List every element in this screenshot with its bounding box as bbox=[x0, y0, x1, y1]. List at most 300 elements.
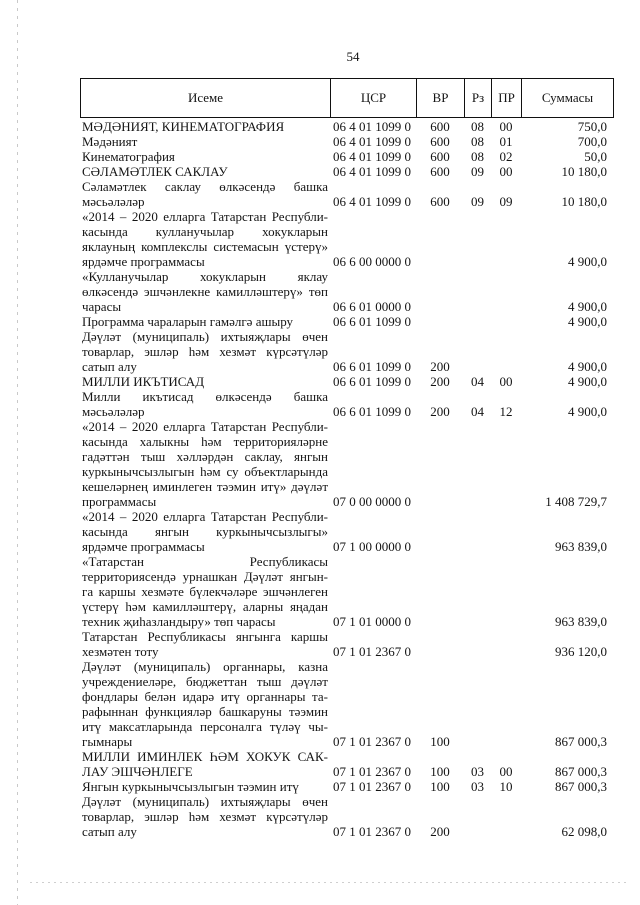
row-section-code: 09 bbox=[471, 194, 484, 209]
row-amount bbox=[521, 179, 614, 194]
row-amount bbox=[521, 434, 614, 449]
row-amount bbox=[521, 674, 614, 689]
row-name-text: ярдәмче программасы bbox=[82, 539, 205, 554]
row-name-text: «2014 – 2020 елларга Татарстан Республи- bbox=[82, 209, 328, 224]
row-expense-type-code bbox=[416, 689, 464, 704]
table-row-line bbox=[80, 419, 614, 434]
row-target-article-code: 07 1 01 0000 0 bbox=[333, 614, 411, 629]
table-row-line bbox=[80, 194, 614, 209]
row-name-text: мәсьәләләр bbox=[82, 404, 145, 419]
row-target-article-code bbox=[330, 449, 416, 464]
row-amount: 700,0 bbox=[577, 134, 607, 149]
row-section-code bbox=[464, 359, 491, 374]
row-amount bbox=[521, 719, 614, 734]
row-amount bbox=[521, 659, 614, 674]
row-section-code: 04 bbox=[471, 404, 484, 419]
row-name-text: товарлар, эшләр һәм хезмәт күрсәтүләр bbox=[82, 809, 328, 824]
row-section-code bbox=[464, 719, 491, 734]
row-subsection-code bbox=[491, 344, 521, 359]
row-expense-type-code bbox=[416, 614, 464, 629]
row-target-article-code bbox=[330, 659, 416, 674]
row-expense-type-code bbox=[416, 179, 464, 194]
row-target-article-code: 06 4 01 1099 0 bbox=[333, 149, 411, 164]
row-expense-type-code bbox=[416, 434, 464, 449]
row-target-article-code: 06 4 01 1099 0 bbox=[333, 194, 411, 209]
row-subsection-code bbox=[491, 224, 521, 239]
row-target-article-code bbox=[330, 704, 416, 719]
row-subsection-code bbox=[491, 509, 521, 524]
row-name-text: га каршы хезмәте бүлекчәләре эшчәнлеген bbox=[82, 584, 328, 599]
row-subsection-code bbox=[491, 644, 521, 659]
row-target-article-code bbox=[330, 419, 416, 434]
row-name-text: товарлар, эшләр һәм хезмәт күрсәтүләр bbox=[82, 344, 328, 359]
row-amount bbox=[521, 809, 614, 824]
row-target-article-code: 07 1 01 2367 0 bbox=[333, 824, 411, 839]
row-target-article-code bbox=[330, 224, 416, 239]
row-amount bbox=[521, 209, 614, 224]
row-subsection-code bbox=[491, 704, 521, 719]
row-expense-type-code: 200 bbox=[430, 404, 450, 419]
row-target-article-code: 07 1 01 2367 0 bbox=[333, 779, 411, 794]
row-amount bbox=[521, 554, 614, 569]
table-row-line bbox=[80, 734, 614, 749]
scan-artifact-left-edge bbox=[17, 0, 18, 905]
row-subsection-code bbox=[491, 629, 521, 644]
table-row-line bbox=[80, 464, 614, 479]
row-amount: 4 900,0 bbox=[568, 404, 607, 419]
row-amount: 10 180,0 bbox=[561, 194, 607, 209]
row-target-article-code: 06 4 01 1099 0 bbox=[333, 119, 411, 134]
row-name-text: техник җиһазландыру» төп чарасы bbox=[82, 614, 276, 629]
table-row-line bbox=[80, 644, 614, 659]
row-name-text: куркынычсызлыгын һәм су объектларында bbox=[82, 464, 328, 479]
row-name-text: чарасы bbox=[82, 299, 122, 314]
row-name-text: өлкәсендә эшчәнлекне камилләштерү» төп bbox=[82, 284, 328, 299]
row-expense-type-code bbox=[416, 749, 464, 764]
row-section-code bbox=[464, 674, 491, 689]
row-target-article-code bbox=[330, 599, 416, 614]
row-name-text: фондлары белән идарә итү органнары та- bbox=[82, 689, 328, 704]
row-subsection-code bbox=[491, 449, 521, 464]
table-row-line bbox=[80, 794, 614, 809]
row-target-article-code bbox=[330, 674, 416, 689]
row-section-code bbox=[464, 209, 491, 224]
row-name-text: итү максатларында персоналга түләү чы- bbox=[82, 719, 328, 734]
row-amount bbox=[521, 569, 614, 584]
row-name-text: Янгын куркынычсызлыгын тәэмин итү bbox=[82, 779, 299, 794]
row-name-text: «2014 – 2020 елларга Татарстан Республи- bbox=[82, 509, 328, 524]
table-row-line bbox=[80, 254, 614, 269]
row-expense-type-code: 600 bbox=[430, 119, 450, 134]
row-amount: 963 839,0 bbox=[555, 539, 607, 554]
row-amount: 10 180,0 bbox=[561, 164, 607, 179]
row-amount bbox=[521, 524, 614, 539]
row-target-article-code bbox=[330, 464, 416, 479]
table-row-line bbox=[80, 389, 614, 404]
row-subsection-code bbox=[491, 464, 521, 479]
row-target-article-code bbox=[330, 509, 416, 524]
row-target-article-code: 06 4 01 1099 0 bbox=[333, 164, 411, 179]
row-target-article-code: 06 6 01 1099 0 bbox=[333, 374, 411, 389]
table-row-line bbox=[80, 284, 614, 299]
row-amount: 4 900,0 bbox=[568, 299, 607, 314]
row-subsection-code bbox=[491, 749, 521, 764]
row-target-article-code bbox=[330, 434, 416, 449]
row-section-code bbox=[464, 644, 491, 659]
row-subsection-code bbox=[491, 329, 521, 344]
row-section-code bbox=[464, 434, 491, 449]
row-amount bbox=[521, 629, 614, 644]
row-target-article-code: 07 1 01 2367 0 bbox=[333, 734, 411, 749]
table-row-line bbox=[80, 614, 614, 629]
row-subsection-code bbox=[491, 209, 521, 224]
table-row-line bbox=[80, 584, 614, 599]
row-section-code bbox=[464, 704, 491, 719]
table-row-line bbox=[80, 554, 614, 569]
row-amount: 750,0 bbox=[577, 119, 607, 134]
row-amount: 4 900,0 bbox=[568, 374, 607, 389]
row-expense-type-code bbox=[416, 419, 464, 434]
row-target-article-code bbox=[330, 554, 416, 569]
row-subsection-code bbox=[491, 494, 521, 509]
row-name-text: Сәламәтлек саклау өлкәсендә башка bbox=[82, 179, 328, 194]
header-target-article-code: ЦСР bbox=[330, 79, 416, 117]
table-row-line bbox=[80, 149, 614, 164]
row-section-code bbox=[464, 734, 491, 749]
header-section-code: Рз bbox=[464, 79, 491, 117]
row-subsection-code: 09 bbox=[499, 194, 513, 209]
row-subsection-code: 00 bbox=[499, 764, 513, 779]
table-row-line bbox=[80, 164, 614, 179]
row-expense-type-code: 600 bbox=[430, 164, 450, 179]
table-row-line bbox=[80, 314, 614, 329]
row-subsection-code bbox=[491, 824, 521, 839]
row-expense-type-code bbox=[416, 809, 464, 824]
row-expense-type-code: 600 bbox=[430, 194, 450, 209]
row-section-code bbox=[464, 389, 491, 404]
table-row-line bbox=[80, 749, 614, 764]
row-name-text: «Татарстан Республикасы bbox=[82, 554, 328, 569]
row-target-article-code: 07 0 00 0000 0 bbox=[333, 494, 411, 509]
row-target-article-code bbox=[330, 389, 416, 404]
row-name-text: сатып алу bbox=[82, 824, 137, 839]
row-expense-type-code bbox=[416, 389, 464, 404]
row-expense-type-code bbox=[416, 449, 464, 464]
row-expense-type-code: 600 bbox=[430, 149, 450, 164]
row-subsection-code bbox=[491, 299, 521, 314]
row-target-article-code: 06 6 01 1099 0 bbox=[333, 314, 411, 329]
row-section-code bbox=[464, 449, 491, 464]
row-subsection-code bbox=[491, 734, 521, 749]
row-expense-type-code bbox=[416, 224, 464, 239]
table-row-line bbox=[80, 344, 614, 359]
row-section-code: 09 bbox=[471, 164, 484, 179]
row-target-article-code: 07 1 01 2367 0 bbox=[333, 764, 411, 779]
row-name-text: Милли икътисад өлкәсендә башка bbox=[82, 389, 328, 404]
row-name-text: МӘДӘНИЯТ, КИНЕМАТОГРАФИЯ bbox=[82, 119, 285, 134]
row-name-text: яклауның комплекслы системасын үстерү» bbox=[82, 239, 328, 254]
row-subsection-code bbox=[491, 434, 521, 449]
row-name-text: хезмәтен тоту bbox=[82, 644, 159, 659]
row-subsection-code: 02 bbox=[499, 149, 513, 164]
row-section-code: 03 bbox=[471, 764, 484, 779]
header-subsection-code: ПР bbox=[491, 79, 521, 117]
row-subsection-code bbox=[491, 254, 521, 269]
row-amount bbox=[521, 239, 614, 254]
row-section-code bbox=[464, 464, 491, 479]
row-name-text: Кинематография bbox=[82, 149, 175, 164]
table-row-line bbox=[80, 674, 614, 689]
row-amount bbox=[521, 704, 614, 719]
row-subsection-code bbox=[491, 674, 521, 689]
row-target-article-code: 06 4 01 1099 0 bbox=[333, 134, 411, 149]
row-name-text: ярдәмче программасы bbox=[82, 254, 205, 269]
row-expense-type-code bbox=[416, 554, 464, 569]
row-subsection-code bbox=[491, 269, 521, 284]
row-subsection-code bbox=[491, 524, 521, 539]
row-subsection-code bbox=[491, 554, 521, 569]
row-name-text: ЛАУ ЭШЧӘНЛЕГЕ bbox=[82, 764, 193, 779]
row-expense-type-code bbox=[416, 524, 464, 539]
row-name-text: гадәттән тыш хәлләрдән саклау, янгын bbox=[82, 449, 328, 464]
table-row-line bbox=[80, 509, 614, 524]
row-expense-type-code bbox=[416, 704, 464, 719]
row-expense-type-code bbox=[416, 479, 464, 494]
row-section-code bbox=[464, 509, 491, 524]
row-target-article-code: 06 6 01 1099 0 bbox=[333, 404, 411, 419]
row-section-code: 04 bbox=[471, 374, 484, 389]
row-section-code bbox=[464, 749, 491, 764]
row-target-article-code bbox=[330, 179, 416, 194]
table-row-line bbox=[80, 539, 614, 554]
table-row-line bbox=[80, 449, 614, 464]
row-subsection-code bbox=[491, 419, 521, 434]
row-name-text: Татарстан Республикасы янгынга каршы bbox=[82, 629, 328, 644]
row-amount bbox=[521, 599, 614, 614]
row-expense-type-code: 200 bbox=[430, 374, 450, 389]
row-name-text: Дәүләт (муниципаль) ихтыяҗлары өчен bbox=[82, 329, 328, 344]
row-subsection-code: 00 bbox=[499, 164, 513, 179]
row-section-code bbox=[464, 224, 491, 239]
row-name-text: мәсьәләләр bbox=[82, 194, 145, 209]
row-target-article-code bbox=[330, 329, 416, 344]
row-subsection-code bbox=[491, 359, 521, 374]
row-subsection-code bbox=[491, 689, 521, 704]
row-subsection-code bbox=[491, 794, 521, 809]
row-section-code bbox=[464, 479, 491, 494]
row-section-code: 08 bbox=[471, 119, 484, 134]
table-row-line bbox=[80, 179, 614, 194]
row-expense-type-code bbox=[416, 584, 464, 599]
row-expense-type-code bbox=[416, 794, 464, 809]
row-section-code bbox=[464, 614, 491, 629]
row-amount: 4 900,0 bbox=[568, 254, 607, 269]
row-expense-type-code: 100 bbox=[430, 779, 450, 794]
row-target-article-code bbox=[330, 344, 416, 359]
row-amount: 867 000,3 bbox=[555, 734, 607, 749]
table-row-line bbox=[80, 809, 614, 824]
row-target-article-code: 06 6 00 0000 0 bbox=[333, 254, 411, 269]
row-section-code bbox=[464, 809, 491, 824]
row-expense-type-code bbox=[416, 239, 464, 254]
row-expense-type-code bbox=[416, 509, 464, 524]
row-name-text: касында кулланучылар хокукларын bbox=[82, 224, 328, 239]
row-name-text: рафыннан функцияләр башкаруны тәэмин bbox=[82, 704, 328, 719]
row-target-article-code bbox=[330, 239, 416, 254]
row-name-text: СӘЛАМӘТЛЕК САКЛАУ bbox=[82, 164, 228, 179]
row-subsection-code: 10 bbox=[499, 779, 513, 794]
row-amount: 50,0 bbox=[584, 149, 607, 164]
row-expense-type-code: 200 bbox=[430, 824, 450, 839]
row-expense-type-code bbox=[416, 254, 464, 269]
row-name-text: Дәүләт (муниципаль) ихтыяҗлары өчен bbox=[82, 794, 328, 809]
row-amount bbox=[521, 464, 614, 479]
row-expense-type-code bbox=[416, 284, 464, 299]
row-name-text: МИЛЛИ ИМИНЛЕК ҺӘМ ХОКУК САК- bbox=[82, 749, 328, 764]
row-section-code bbox=[464, 629, 491, 644]
row-subsection-code bbox=[491, 719, 521, 734]
row-section-code bbox=[464, 314, 491, 329]
row-subsection-code bbox=[491, 539, 521, 554]
row-amount bbox=[521, 479, 614, 494]
row-name-text: Дәүләт (муниципаль) органнары, казна bbox=[82, 659, 328, 674]
budget-table-header bbox=[80, 78, 614, 118]
row-section-code bbox=[464, 239, 491, 254]
row-section-code bbox=[464, 659, 491, 674]
row-name-text: «2014 – 2020 елларга Татарстан Республи- bbox=[82, 419, 328, 434]
row-amount bbox=[521, 284, 614, 299]
table-row-line bbox=[80, 629, 614, 644]
row-section-code bbox=[464, 419, 491, 434]
row-expense-type-code bbox=[416, 599, 464, 614]
page-number: 54 bbox=[346, 49, 360, 64]
row-section-code bbox=[464, 179, 491, 194]
row-amount: 4 900,0 bbox=[568, 314, 607, 329]
table-row-line bbox=[80, 659, 614, 674]
row-section-code bbox=[464, 569, 491, 584]
row-section-code bbox=[464, 254, 491, 269]
row-target-article-code: 07 1 01 2367 0 bbox=[333, 644, 411, 659]
row-amount: 936 120,0 bbox=[555, 644, 607, 659]
table-row-line bbox=[80, 479, 614, 494]
row-name-text: гымнары bbox=[82, 734, 133, 749]
table-row-line bbox=[80, 524, 614, 539]
row-section-code: 03 bbox=[471, 779, 484, 794]
row-subsection-code bbox=[491, 389, 521, 404]
row-target-article-code bbox=[330, 794, 416, 809]
table-row-line bbox=[80, 719, 614, 734]
row-amount bbox=[521, 344, 614, 359]
row-name-text: МИЛЛИ ИКЪТИСАД bbox=[82, 374, 205, 389]
row-section-code bbox=[464, 344, 491, 359]
row-subsection-code bbox=[491, 569, 521, 584]
row-section-code bbox=[464, 299, 491, 314]
row-subsection-code bbox=[491, 599, 521, 614]
table-row-line bbox=[80, 209, 614, 224]
row-section-code bbox=[464, 824, 491, 839]
row-section-code: 08 bbox=[471, 134, 484, 149]
row-subsection-code: 12 bbox=[499, 404, 513, 419]
table-row-line bbox=[80, 299, 614, 314]
row-amount bbox=[521, 509, 614, 524]
row-target-article-code: 06 6 01 1099 0 bbox=[333, 359, 411, 374]
header-amount: Суммасы bbox=[521, 79, 613, 117]
row-amount bbox=[521, 749, 614, 764]
row-expense-type-code bbox=[416, 314, 464, 329]
row-section-code bbox=[464, 269, 491, 284]
row-amount bbox=[521, 689, 614, 704]
row-target-article-code bbox=[330, 629, 416, 644]
row-section-code bbox=[464, 689, 491, 704]
row-name-text: учреждениеләре, бюджеттан тыш дәүләт bbox=[82, 674, 328, 689]
row-target-article-code bbox=[330, 809, 416, 824]
row-name-text: сатып алу bbox=[82, 359, 137, 374]
row-subsection-code bbox=[491, 479, 521, 494]
row-name-text: үстерү һәм камилләштерү, аларны яңадан bbox=[82, 599, 328, 614]
row-expense-type-code bbox=[416, 629, 464, 644]
table-row-line bbox=[80, 239, 614, 254]
row-expense-type-code: 100 bbox=[430, 764, 450, 779]
row-name-text: касында халыкны һәм территорияләрне bbox=[82, 434, 328, 449]
row-name-text: программасы bbox=[82, 494, 157, 509]
row-subsection-code bbox=[491, 314, 521, 329]
row-subsection-code bbox=[491, 809, 521, 824]
budget-table-body bbox=[80, 119, 614, 839]
row-target-article-code bbox=[330, 689, 416, 704]
row-section-code bbox=[464, 494, 491, 509]
table-row-line bbox=[80, 764, 614, 779]
row-amount: 1 408 729,7 bbox=[545, 494, 607, 509]
row-amount bbox=[521, 329, 614, 344]
header-expense-type-code: ВР bbox=[416, 79, 464, 117]
row-subsection-code bbox=[491, 179, 521, 194]
row-expense-type-code bbox=[416, 299, 464, 314]
table-row-line bbox=[80, 824, 614, 839]
row-section-code bbox=[464, 584, 491, 599]
row-subsection-code bbox=[491, 584, 521, 599]
table-row-line bbox=[80, 704, 614, 719]
table-row-line bbox=[80, 134, 614, 149]
row-subsection-code: 01 bbox=[499, 134, 513, 149]
row-amount bbox=[521, 224, 614, 239]
table-row-line bbox=[80, 569, 614, 584]
row-expense-type-code bbox=[416, 644, 464, 659]
row-target-article-code: 06 6 01 0000 0 bbox=[333, 299, 411, 314]
row-amount bbox=[521, 389, 614, 404]
row-expense-type-code: 100 bbox=[430, 734, 450, 749]
row-expense-type-code bbox=[416, 329, 464, 344]
row-subsection-code: 00 bbox=[499, 374, 513, 389]
header-name: Исеме bbox=[187, 90, 224, 105]
row-subsection-code bbox=[491, 614, 521, 629]
row-amount bbox=[521, 449, 614, 464]
row-section-code bbox=[464, 554, 491, 569]
row-target-article-code: 07 1 00 0000 0 bbox=[333, 539, 411, 554]
row-section-code bbox=[464, 794, 491, 809]
row-expense-type-code bbox=[416, 464, 464, 479]
table-row-line bbox=[80, 599, 614, 614]
row-name-text: касында янгын куркынычсызлыгы» bbox=[82, 524, 328, 539]
row-expense-type-code bbox=[416, 674, 464, 689]
row-amount: 867 000,3 bbox=[555, 779, 607, 794]
row-target-article-code bbox=[330, 209, 416, 224]
row-target-article-code bbox=[330, 584, 416, 599]
row-expense-type-code bbox=[416, 269, 464, 284]
row-expense-type-code: 200 bbox=[430, 359, 450, 374]
table-row-line bbox=[80, 494, 614, 509]
row-subsection-code bbox=[491, 284, 521, 299]
row-target-article-code bbox=[330, 269, 416, 284]
